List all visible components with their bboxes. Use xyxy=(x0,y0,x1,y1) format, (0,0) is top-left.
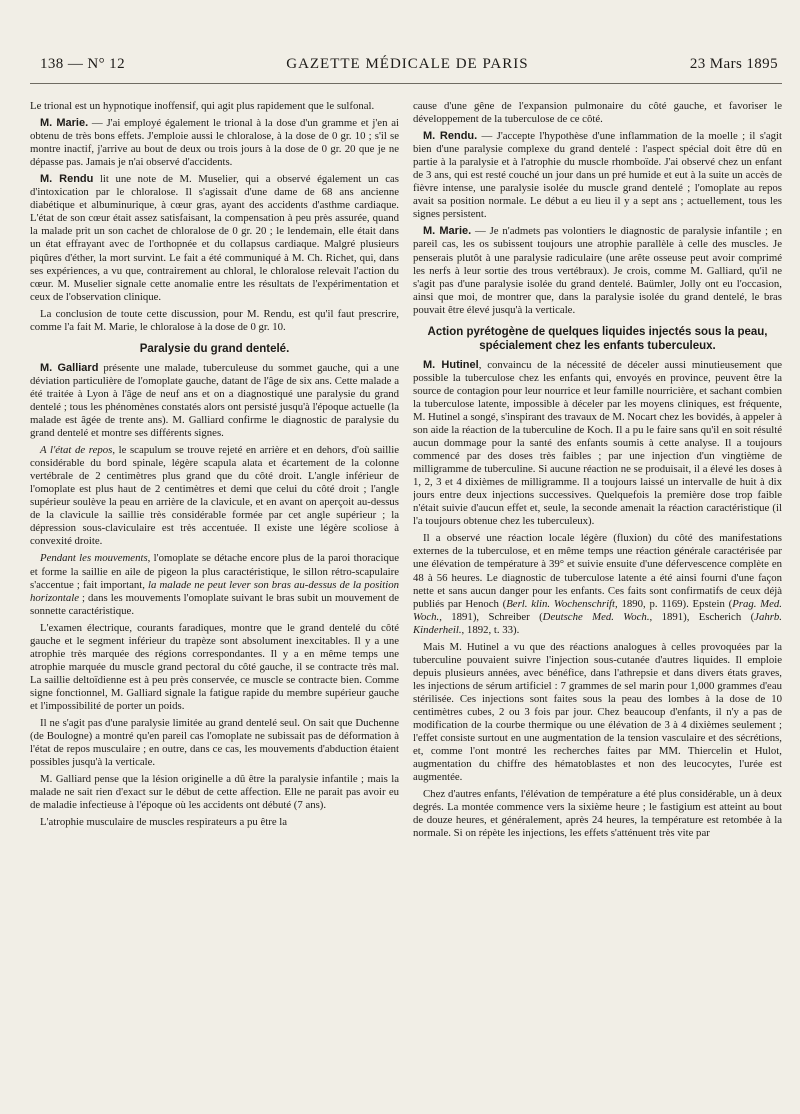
citation-title: Prag. Med. Woch. xyxy=(413,597,782,623)
paragraph: Le trional est un hypnotique inoffensif, qui agit plus rapidement que le sulfonal. xyxy=(30,100,375,112)
paragraph-text: , 1891), Schreiber ( xyxy=(439,610,543,623)
paragraph-text: , 1891), Escherich ( xyxy=(649,610,755,623)
paragraph xyxy=(30,444,399,548)
paragraph-text: , 1892, t. 33). xyxy=(461,623,520,636)
paragraph xyxy=(413,532,782,636)
paragraph xyxy=(30,552,399,617)
paragraph: Mais M. Hutinel a vu que des réactions analogues à celles provoquées par la tuberculine pouvaient suivre l'injection sous-cutanée d'autres liquides. Il emploie depuis plusieurs années, avec bénéfice, dans l'athrepsie et dans divers états graves, les injections de sérum artificiel : 7 grammes de sel marin pour 1,000 grammes d'eau stérilisée. Ces injections sont faites sous la peau des lombes à la dose de 10 centimètres cubes, 2 ou 3 fois par jour. Chez beaucoup d'enfants, il n'y a pas de modification de la courbe thermique ou une élévation de 3 à 4 dixièmes seulement ; l'effet consiste surtout en une augmentation de la tension vasculaire et des sécrétions, et, comme l'ont montré les recherches faites par MM. Thiercelin et Hulot, augmentation du chiffre des hématoblastes et non des leucocytes, l'urée est augmentée. xyxy=(413,640,782,784)
emphasis: Pendant les mouvements xyxy=(40,552,148,565)
citation-title: Deutsche Med. Woch. xyxy=(542,610,650,623)
journal-title: GAZETTE MÉDICALE DE PARIS xyxy=(286,56,529,72)
paragraph: Chez d'autres enfants, l'élévation de température a été plus considérable, un à deux degrés. La montée commence vers la sixième heure ; le fastigium est atteint au bout de douze heures, et généralement, après 24 heures, la température est retombée à la normale. Si on répète les injections, les effets s'atténuent très vite par xyxy=(413,788,782,840)
emphasis: A l'état de repos xyxy=(40,444,113,457)
paragraph-text: — Je n'admets pas volontiers le diagnostic de paralysie infantile ; en pareil cas, les os subissent toujours une atrophie parallèle à celle des muscles. Je penserais plutôt à une paralysie radiculaire (une arête osseuse peut avoir comprimé les nerfs à leur sortie des trous vertébraux). Je crois, comme M. Galliard, qu'il ne s'agit pas d'une paralysie isolée du grand dentelé. Baümler, Jolly ont eu l'occasion, ainsi que moi, de montrer que, dans la paralysie isolée du grand dentelé, le bras pouvait être élevé jusqu'à la verticale. xyxy=(413,225,782,316)
section-heading: Paralysie du grand dentelé. xyxy=(139,342,290,355)
issue-date: 23 Mars 1895 xyxy=(689,56,778,72)
paragraph-text: , le scapulum se trouve rejeté en arrière et en dehors, d'où saillie considérable du bord spinale, légère scapula alata et écartement de la colonne vertébrale de 2 centimètres plus grand que du côté droit. L'angle inférieur de l'omoplate est plus haut de 2 centimètres et demi que celui du côté droit ; l'angle supérieur soulève la peau en arrière de la clavicule, et en avant on aperçoit au-dessus de la clavicule la saillie très considérable formée par cet angle supérieur ; la dépression sous-claviculaire est très accentuée. Il existe une légère scoliose à convexité droite. xyxy=(30,444,399,548)
paragraph: La conclusion de toute cette discussion, pour M. Rendu, est qu'il faut prescrire, comme l'a fait M. Marie, le chloralose à la dose de 0 gr. 10. xyxy=(30,307,399,333)
paragraph-text: Il a observé une réaction locale légère (fluxion) du côté des manifestations externes de la tuberculose, et en même temps une réaction générale caractérisée par une élévation de température à 39° et suivie ensuite d'une défervescence complète en 48 à 56 heures. Le diagnostic de tuberculose latente a été ainsi fourni d'une façon nette et sans aucun danger pour les enfants. Ces faits sont confirmatifs de ceux déjà publiés par Henoch ( xyxy=(413,532,782,610)
speaker-name: M. Galliard xyxy=(40,361,99,374)
emphasis: la malade ne peut lever son bras au-dessus de la position horizontale xyxy=(30,578,399,604)
header-rule xyxy=(30,83,782,84)
paragraph xyxy=(30,362,399,440)
paragraph-text: présente une malade, tuberculeuse du sommet gauche, qui a une déviation particulière de l'omoplate gauche, datant de l'âge de six ans. Cette malade a été traitée à Lyon à l'âge de neuf ans et on a diagnostiqué une paralysie du grand dentelé ; tous les phénomènes constatés alors ont persisté jusqu'à l'époque actuelle (la malade est âgée de trente ans). M. Galliard confirme le diagnostic de paralysie du grand dentelé et montre ses différents signes. xyxy=(30,361,399,440)
paragraph-text: — J'ai employé également le trional à la dose d'un gramme et j'en ai obtenu de très bons effets. J'emploie aussi le chloralose, à la dose de 0 gr. 10 ; s'il se montre inactif, j'arrive au bout de deux ou trois jours à la dose de 0 gr. 20 que je ne dépasse pas. Jamais je n'ai observé d'accidents. xyxy=(30,117,399,169)
citation-title: Jahrb. Kinderheil. xyxy=(413,610,782,636)
article-columns xyxy=(30,100,782,1114)
paragraph: Il ne s'agit pas d'une paralysie limitée au grand dentelé seul. On sait que Duchenne (de Boulogne) a montré qu'en pareil cas l'omoplate ne subissait pas de déformation à l'état de repos musculaire ; en outre, dans ce cas, les mouvements d'abduction étaient possibles jusqu'à la verticale. xyxy=(30,717,399,769)
paragraph: L'examen électrique, courants faradiques, montre que le grand dentelé du côté gauche et le segment inférieur du trapèze sont absolument inexcitables. Il y a une atrophie très marquée des régions correspondantes. Il y a en même temps une atrophie marquée du muscle grand pectoral du côté gauche, il se contracte très mal. La saillie deltoïdienne est à peu près conservée, ce muscle se contracte bien. Comme signe fonctionnel, M. Galliard signale la fatigue rapide du membre supérieur gauche et l'impossibilité de porter un poids. xyxy=(30,621,399,712)
citation-title: Berl. klin. Wochenschrift xyxy=(506,597,616,610)
paragraph-text: , 1890, p. 1169). Epstein ( xyxy=(615,597,733,610)
paragraph: cause d'une gêne de l'expansion pulmonaire du côté gauche, et favoriser le développement de la tuberculose de ce côté. xyxy=(413,100,782,126)
running-head xyxy=(40,56,778,73)
paragraph-text: , l'omoplate se détache encore plus de la paroi thoracique et forme la saillie en aile de pigeon la plus caractéristique, le sillon rétro-scapulaire s'accentue ; fait important, xyxy=(30,552,399,591)
page-number-issue: 138 — N° 12 xyxy=(40,56,125,72)
paragraph xyxy=(30,117,399,169)
speaker-name: M. Rendu xyxy=(40,173,94,186)
paragraph-text: , convaincu de la nécessité de déceler aussi minutieusement que possible la tuberculose chez les enfants qui, envoyés en province, peuvent être la source de contagion pour leur nourrice et leur famille nourricière, et sachant combien la tuberculose latente, impossible à déceler par les moyens cliniques, est fréquente, M. Hutinel a songé, s'inspirant des travaux de M. Nocart chez les bovidés, à appeler à son aide la réaction de la tuberculine de Koch. Il a pu le faire sans qu'il en soit résulté aucun dommage pour la santé des enfants soumis à cette analyse. Il a toujours commencé par des doses très faibles ; par une injection d'un vingtième de milligramme de tuberculine. Si aucune réaction ne se produisait, il a élevé les doses à 1, 2, 3 et 4 dixièmes de milligramme. Il a toujours laissé un intervalle de huit à dix jours entre deux injections successives. Quelquefois la première dose trop faible n'était suivie d'aucun effet et, seule, la seconde amenait la réaction caractéristique (il l'a toujours obtenue chez les tuberculeux). xyxy=(413,358,782,528)
speaker-name: M. Rendu. xyxy=(423,130,478,143)
right-column xyxy=(413,100,782,1114)
paragraph: L'atrophie musculaire de muscles respirateurs a pu être la xyxy=(40,816,288,829)
paragraph: M. Galliard pense que la lésion originelle a dû être la paralysie infantile ; mais la malade ne sait rien d'exact sur le début de cette affection. Elle ne parait pas avoir eu de maladie infectieuse à l'époque où les accidents ont débuté (7 ans). xyxy=(30,773,399,812)
left-column xyxy=(30,100,399,1114)
speaker-name: M. Hutinel xyxy=(423,358,479,371)
speaker-name: M. Marie. xyxy=(423,225,472,238)
speaker-name: M. Marie. xyxy=(40,117,89,130)
paragraph xyxy=(413,225,782,316)
section-heading: Action pyrétogène de quelques liquides injectés sous la peau, spécialement chez les enfants tuberculeux. xyxy=(427,325,768,352)
paragraph-text: — J'accepte l'hypothèse d'une inflammation de la moelle ; il s'agit bien d'une paralysie complexe du grand dentelé : l'aspect spécial doit être dû en partie à la paralysie et à l'atrophie du muscle rhomboïde. J'ai observé chez un enfant de 3 ans, qui est resté couché un jour dans un pré humide et eut à la suite un accès de fièvre intense, une paralysie isolée du muscle grand dentelé ; l'omoplate au repos avait sa position normale. Le début a eu lieu il y a sept ans ; actuellement, tous les signes persistent. xyxy=(413,130,782,221)
paragraph xyxy=(30,173,399,303)
paragraph xyxy=(413,130,782,221)
paragraph-text: lit une note de M. Muselier, qui a observé également un cas d'intoxication par le chloralose. Il s'agissait d'une dame de 68 ans ancienne diabétique et albuminurique, à cœur gras, ayant des accidents d'asthme cardiaque. L'état de son cœur était assez satisfaisant, la compensation à peu près assurée, quand la malade prit un son cachet de chloralose de 0 gr. 20 ; le lendemain, elle était dans un état effrayant avec de l'orthopnée et du collapsus cardiaque. Malgré plusieurs piqûres d'éther, la mort survint. Le fait a été communiqué à M. Ch. Richet, qui, dans ses expériences, a vu que, contrairement au chloral, le chloralose relevait l'action du cœur. M. Muselier signale cette anomalie entre les résultats de l'expérimentation et ceux de l'observation clinique. xyxy=(30,173,399,303)
paragraph-text: ; dans les mouvements l'omoplate suivant le bras subit un mouvement de sonnette caractéristique. xyxy=(30,591,399,617)
paragraph xyxy=(413,359,782,529)
